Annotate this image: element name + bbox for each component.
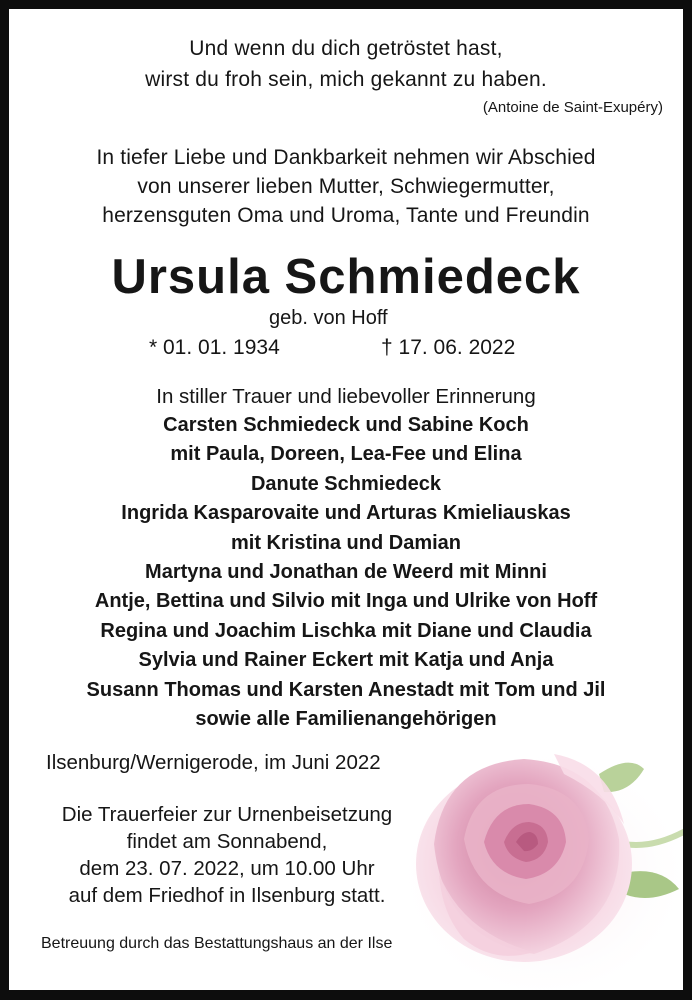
deceased-name: Ursula Schmiedeck bbox=[111, 250, 581, 304]
death-date: † 17. 06. 2022 bbox=[381, 336, 516, 359]
mourners-list bbox=[9, 411, 683, 734]
intro-line: In tiefer Liebe und Dankbarkeit nehmen wir Abschied bbox=[96, 146, 596, 169]
mourner-line: Ingrida Kasparovaite und Arturas Kmieliauskas bbox=[121, 502, 571, 525]
pink-rose-image bbox=[404, 724, 683, 990]
quote bbox=[9, 33, 683, 95]
mourner-line: Sylvia und Rainer Eckert mit Katja und Anja bbox=[138, 649, 554, 672]
funeral-line: dem 23. 07. 2022, um 10.00 Uhr bbox=[79, 857, 375, 880]
mourner-line: Antje, Bettina und Silvio mit Inga und Ulrike von Hoff bbox=[94, 590, 598, 613]
funeral-details bbox=[9, 801, 445, 909]
mourner-line: Regina und Joachim Lischka mit Diane und Claudia bbox=[100, 619, 592, 642]
birth-date: * 01. 01. 1934 bbox=[149, 336, 280, 359]
obituary-notice bbox=[9, 9, 683, 990]
mourner-line: sowie alle Familienangehörigen bbox=[195, 708, 497, 731]
mourner-line: Susann Thomas und Karsten Anestadt mit Tom und Jil bbox=[86, 678, 606, 701]
funeral-line: findet am Sonnabend, bbox=[126, 830, 328, 853]
quote-line: Und wenn du dich getröstet hast, bbox=[189, 37, 503, 60]
intro-line: von unserer lieben Mutter, Schwiegermutter, bbox=[137, 175, 555, 198]
mourner-line: Carsten Schmiedeck und Sabine Koch bbox=[163, 414, 529, 436]
mourner-line: Danute Schmiedeck bbox=[250, 472, 442, 495]
mourner-line: mit Kristina und Damian bbox=[230, 531, 462, 554]
mourner-line: Martyna und Jonathan de Weerd mit Minni bbox=[145, 561, 547, 584]
mourning-line: In stiller Trauer und liebevoller Erinnerung bbox=[156, 385, 536, 408]
place-date: Ilsenburg/Wernigerode, im Juni 2022 bbox=[46, 751, 381, 774]
intro-line: herzensguten Oma und Uroma, Tante und Freundin bbox=[102, 204, 590, 227]
quote-line: wirst du froh sein, mich gekannt zu haben. bbox=[145, 68, 547, 91]
intro-text bbox=[9, 143, 683, 230]
funeral-line: Die Trauerfeier zur Urnenbeisetzung bbox=[61, 803, 393, 826]
undertaker-credit: Betreuung durch das Bestattungshaus an der Ilse bbox=[41, 935, 393, 952]
mourner-line: mit Paula, Doreen, Lea-Fee und Elina bbox=[170, 443, 522, 466]
maiden-name: geb. von Hoff bbox=[269, 307, 388, 329]
quote-author: (Antoine de Saint-Exupéry) bbox=[482, 99, 663, 116]
funeral-line: auf dem Friedhof in Ilsenburg statt. bbox=[68, 884, 386, 907]
